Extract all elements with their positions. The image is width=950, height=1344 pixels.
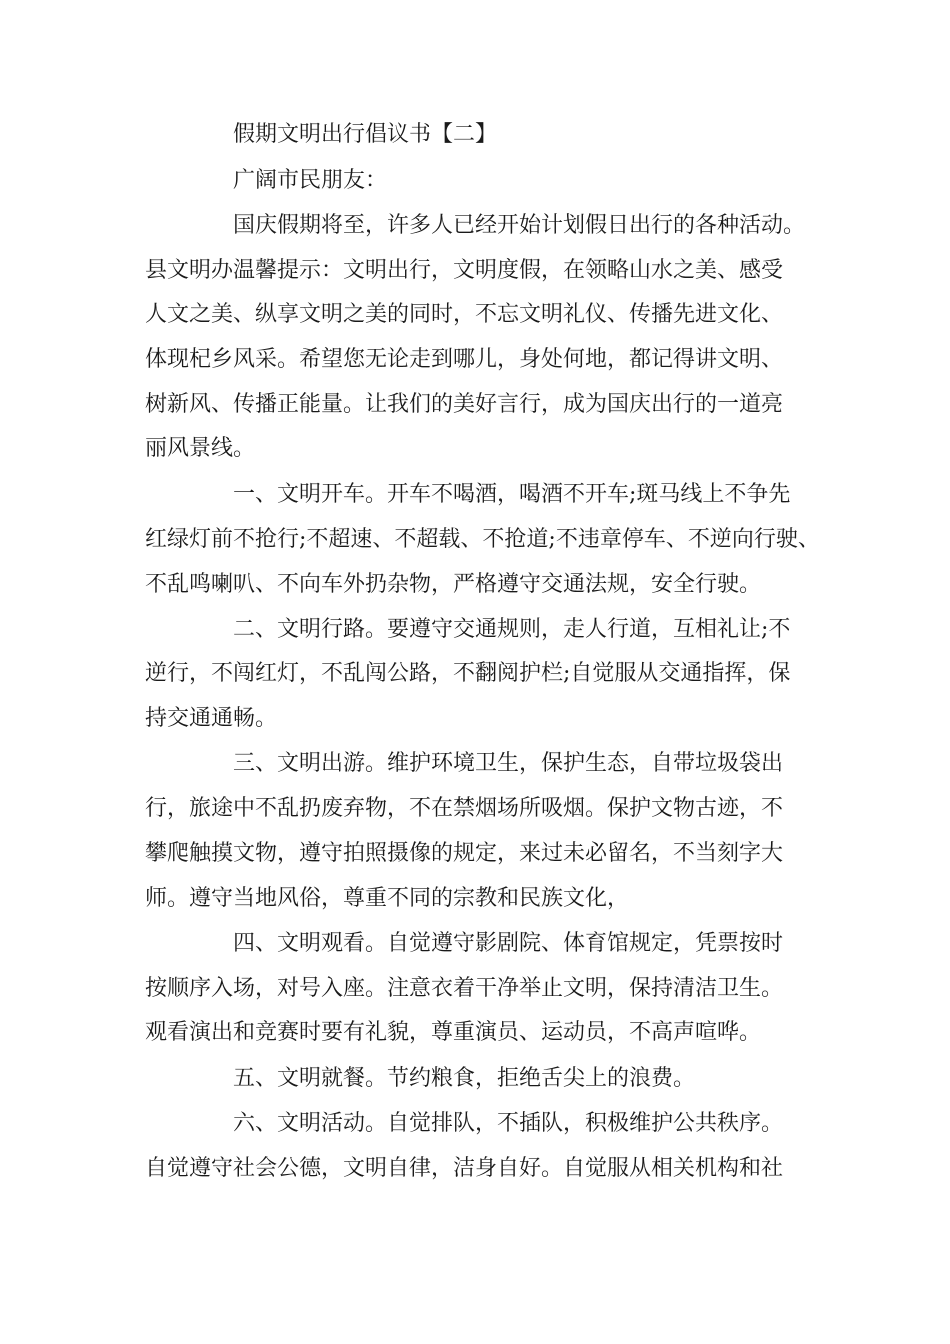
- salutation: 广阔市民朋友：: [233, 168, 388, 193]
- paragraph-line: 县文明办温馨提示：文明出行，文明度假，在领略山水之美、感受: [145, 258, 784, 283]
- paragraph-line: 二、文明行路。要遵守交通规则，走人行道，互相礼让;不: [233, 617, 791, 642]
- paragraph-line: 三、文明出游。维护环境卫生，保护生态，自带垃圾袋出: [233, 751, 784, 776]
- paragraph-line: 六、文明活动。自觉排队，不插队，积极维护公共秩序。: [233, 1111, 784, 1136]
- paragraph-line: 逆行，不闯红灯，不乱闯公路，不翻阅护栏;自觉服从交通指挥，保: [145, 661, 791, 686]
- paragraph-line: 体现杞乡风采。希望您无论走到哪儿，身处何地，都记得讲文明、: [145, 347, 784, 372]
- paragraph-line: 攀爬触摸文物，遵守拍照摄像的规定，来过未必留名，不当刻字大: [145, 841, 784, 866]
- paragraph-line: 不乱鸣喇叭、不向车外扔杂物，严格遵守交通法规，安全行驶。: [145, 572, 762, 597]
- paragraph-line: 五、文明就餐。节约粮食，拒绝舌尖上的浪费。: [233, 1066, 696, 1091]
- paragraph-line: 丽风景线。: [145, 436, 256, 461]
- paragraph-line: 国庆假期将至，许多人已经开始计划假日出行的各种活动。: [233, 213, 806, 238]
- paragraph-line: 持交通通畅。: [145, 706, 278, 731]
- paragraph-line: 师。遵守当地风俗，尊重不同的宗教和民族文化，: [145, 886, 630, 911]
- paragraph-line: 观看演出和竞赛时要有礼貌，尊重演员、运动员，不高声喧哗。: [145, 1020, 762, 1045]
- paragraph-line: 一、文明开车。开车不喝酒，喝酒不开车;斑马线上不争先: [233, 482, 791, 507]
- paragraph-line: 人文之美、纵享文明之美的同时，不忘文明礼仪、传播先进文化、: [145, 302, 784, 327]
- document-title: 假期文明出行倡议书【二】: [233, 122, 498, 147]
- paragraph-line: 四、文明观看。自觉遵守影剧院、体育馆规定，凭票按时: [233, 931, 784, 956]
- paragraph-line: 树新风、传播正能量。让我们的美好言行，成为国庆出行的一道亮: [145, 392, 784, 417]
- paragraph-line: 行，旅途中不乱扔废弃物，不在禁烟场所吸烟。保护文物古迹，不: [145, 796, 784, 821]
- paragraph-line: 红绿灯前不抢行;不超速、不超载、不抢道;不违章停车、不逆向行驶、: [145, 527, 820, 552]
- paragraph-line: 自觉遵守社会公德，文明自律，洁身自好。自觉服从相关机构和社: [145, 1156, 784, 1181]
- paragraph-line: 按顺序入场，对号入座。注意衣着干净举止文明，保持清洁卫生。: [145, 976, 784, 1001]
